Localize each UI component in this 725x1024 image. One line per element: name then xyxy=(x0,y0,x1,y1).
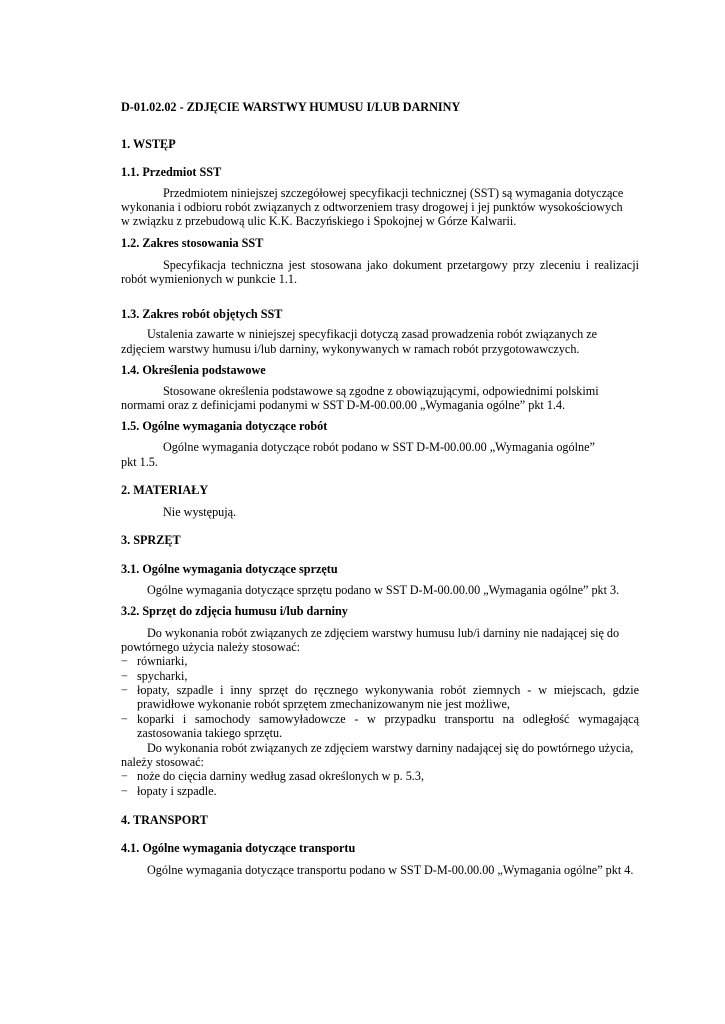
subsection-heading-1-5: 1.5. Ogólne wymagania dotyczące robót xyxy=(121,419,328,433)
paragraph-line: należy stosować: xyxy=(121,755,204,769)
paragraph-line: Ogólne wymagania dotyczące robót podano w SST D-M-00.00.00 „Wymagania ogólne” xyxy=(163,440,595,454)
section-heading-1: 1. WSTĘP xyxy=(121,137,176,151)
subsection-heading-1-4: 1.4. Określenia podstawowe xyxy=(121,363,266,377)
bullet-dash: − xyxy=(121,669,128,683)
bullet-dash: − xyxy=(121,712,128,726)
section-heading-4: 4. TRANSPORT xyxy=(121,813,208,827)
list-item-text: zastosowania takiego sprzętu. xyxy=(137,726,283,740)
paragraph-line: normami oraz z definicjami podanymi w SST D-M-00.00.00 „Wymagania ogólne” pkt 1.4. xyxy=(121,398,566,412)
subsection-heading-1-2: 1.2. Zakres stosowania SST xyxy=(121,236,264,250)
list-item-text: łopaty i szpadle. xyxy=(137,784,217,798)
paragraph-line: wykonania i odbioru robót związanych z odtworzeniem trasy drogowej i jej punktów wysokościowych xyxy=(121,200,623,214)
subsection-heading-1-3: 1.3. Zakres robót objętych SST xyxy=(121,307,283,321)
bullet-dash: − xyxy=(121,683,128,697)
paragraph-line: Stosowane określenia podstawowe są zgodne z obowiązującymi, odpowiednimi polskimi xyxy=(163,384,599,398)
paragraph-line: powtórnego użycia należy stosować: xyxy=(121,640,301,654)
list-item-text: spycharki, xyxy=(137,669,188,683)
section-heading-2: 2. MATERIAŁY xyxy=(121,483,209,497)
paragraph-line: robót wymienionych w punkcie 1.1. xyxy=(121,272,298,286)
document-title: D-01.02.02 - ZDJĘCIE WARSTWY HUMUSU I/LUB DARNINY xyxy=(121,100,461,114)
paragraph-line: zdjęciem warstwy humusu i/lub darniny, wykonywanych w ramach robót przygotowawczych. xyxy=(121,342,580,356)
bullet-dash: − xyxy=(121,769,128,783)
paragraph-line: Ustalenia zawarte w niniejszej specyfikacji dotyczą zasad prowadzenia robót związanych ze xyxy=(147,327,598,341)
paragraph-line: w związku z przebudową ulic K.K. Baczyńskiego i Spokojnej w Górze Kalwarii. xyxy=(121,214,517,228)
list-item-text: łopaty, szpadle i inny sprzęt do ręcznego wykonywania robót ziemnych - w miejscach, gdzie xyxy=(137,683,639,697)
paragraph-line: Do wykonania robót związanych ze zdjęciem warstwy humusu lub/i darniny nie nadającej się do xyxy=(147,626,620,640)
paragraph-line: Przedmiotem niniejszej szczegółowej specyfikacji technicznej (SST) są wymagania dotyczące xyxy=(163,186,624,200)
bullet-dash: − xyxy=(121,784,128,798)
subsection-heading-3-1: 3.1. Ogólne wymagania dotyczące sprzętu xyxy=(121,562,338,576)
list-item-text: koparki i samochody samowyładowcze - w przypadku transportu na odległość wymagającą xyxy=(137,712,639,726)
paragraph-line: Ogólne wymagania dotyczące sprzętu podano w SST D-M-00.00.00 „Wymagania ogólne” pkt 3. xyxy=(147,583,620,597)
paragraph-line: Nie występują. xyxy=(163,505,237,519)
list-item-text: noże do cięcia darniny według zasad określonych w p. 5.3, xyxy=(137,769,424,783)
paragraph-line: Do wykonania robót związanych ze zdjęciem warstwy darniny nadającej się do powtórnego użycia, xyxy=(147,741,634,755)
paragraph-line: Specyfikacja techniczna jest stosowana jako dokument przetargowy przy zleceniu i realizacji xyxy=(163,258,639,272)
subsection-heading-1-1: 1.1. Przedmiot SST xyxy=(121,165,222,179)
subsection-heading-3-2: 3.2. Sprzęt do zdjęcia humusu i/lub darniny xyxy=(121,604,348,618)
paragraph-line: pkt 1.5. xyxy=(121,455,158,469)
section-heading-3: 3. SPRZĘT xyxy=(121,533,181,547)
bullet-dash: − xyxy=(121,654,128,668)
subsection-heading-4-1: 4.1. Ogólne wymagania dotyczące transportu xyxy=(121,841,356,855)
list-item-text: prawidłowe wykonanie robót sprzętem zmechanizowanym nie jest możliwe, xyxy=(137,697,510,711)
paragraph-line: Ogólne wymagania dotyczące transportu podano w SST D-M-00.00.00 „Wymagania ogólne” pkt 4. xyxy=(147,863,634,877)
list-item-text: równiarki, xyxy=(137,654,188,668)
